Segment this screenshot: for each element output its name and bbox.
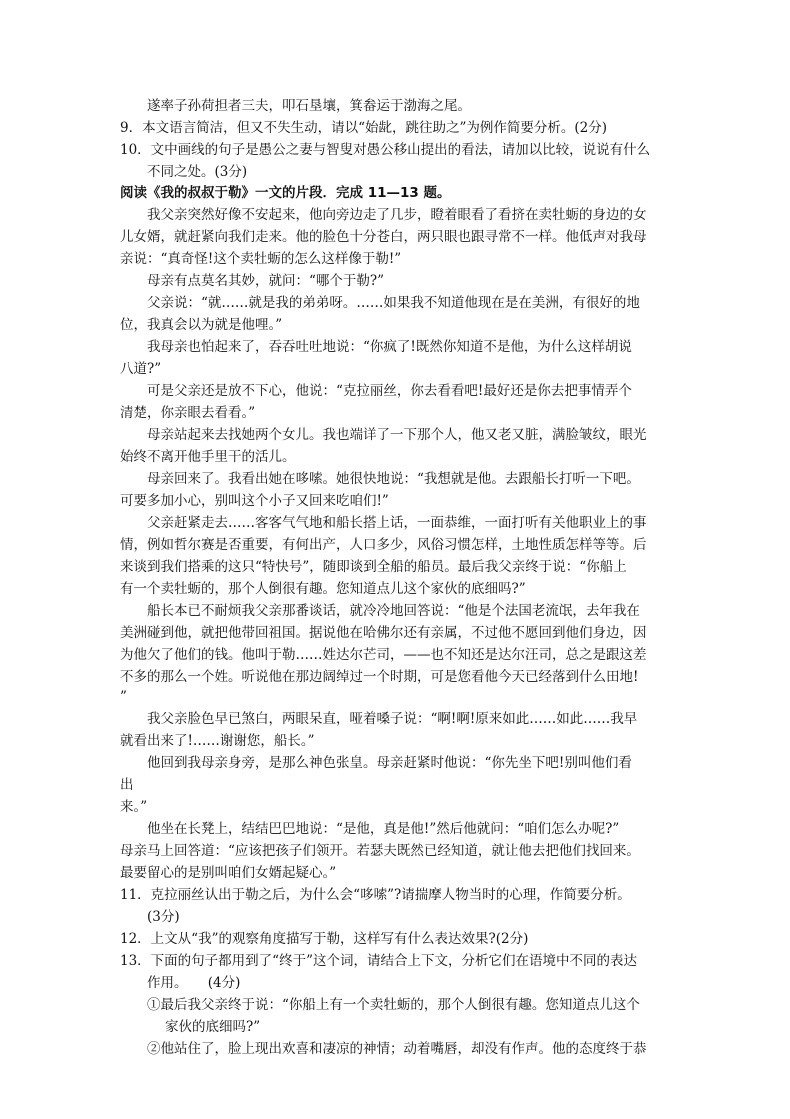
text-line: 来。” bbox=[120, 799, 148, 815]
text-line: 遂率子孙荷担者三夫，叩石垦壤，箕畚运于渤海之尾。 bbox=[147, 98, 471, 114]
text-line: 船长本已不耐烦我父亲那番谈话，就冷冷地回答说：“他是个法国老流氓，去年我在 bbox=[147, 603, 640, 619]
text-line: 作用。 (4分) bbox=[147, 975, 241, 991]
text-line: 出 bbox=[120, 777, 134, 793]
text-line: 父亲赶紧走去……客客气气地和船长搭上话，一面恭维，一面打听有关他职业上的事 bbox=[147, 515, 647, 531]
text-line: 为他欠了他们的钱。他叫于勒……姓达尔芒司，——也不知还是达尔汪司，总之是跟这差 bbox=[120, 647, 647, 663]
text-line: 母亲马上回答道：“应该把孩子们领开。若瑟夫既然已经知道，就让他去把他们找回来。 bbox=[120, 843, 640, 859]
text-line: 家伙的底细吗?” bbox=[165, 1019, 261, 1035]
text-line: 亲说：“真奇怪!这个卖牡蛎的怎么这样像于勒!” bbox=[120, 251, 402, 267]
text-line: 不多的那么一个姓。听说他在那边阔绰过一个时期，可是您看他今天已经落到什么田地! bbox=[120, 669, 639, 685]
text-line: 就看出来了!……谢谢您，船长。” bbox=[120, 733, 315, 749]
text-line: 八道?” bbox=[120, 361, 162, 377]
section-heading: 阅读《我的叔叔于勒》一文的片段．完成 11—13 题。 bbox=[120, 185, 451, 201]
question-11: 11．克拉丽丝认出于勒之后，为什么会“哆嗦”?请揣摩人物当时的心理，作简要分析。 bbox=[120, 887, 631, 903]
text-line: 最要留心的是别叫咱们女婿起疑心。” bbox=[120, 865, 337, 881]
text-line: 母亲站起来去找她两个女儿。我也端详了一下那个人，他又老又脏，满脸皱纹，眼光 bbox=[147, 427, 647, 443]
text-line: 父亲说：“就……就是我的弟弟呀。……如果我不知道他现在是在美洲，有很好的地 bbox=[147, 295, 640, 311]
question-12: 12．上文从“我”的观察角度描写于勒，这样写有什么表达效果?(2分) bbox=[120, 931, 529, 947]
text-line: 来谈到我们搭乘的这只“特快号”，随即谈到全船的船员。最后我父亲终于说：“你船上 bbox=[120, 559, 627, 575]
question-11-points: (3分) bbox=[147, 909, 180, 925]
text-line: 他坐在长凳上，结结巴巴地说：“是他，真是他!”然后他就问：“咱们怎么办呢?” bbox=[147, 821, 620, 837]
text-line: 不同之处。(3分) bbox=[147, 164, 248, 180]
sentence-2: ②他站住了，脸上现出欢喜和凄凉的神情；动着嘴唇，却没有作声。他的态度终于恭 bbox=[147, 1041, 647, 1057]
text-line: 情，例如哲尔赛是否重要，有何出产，人口多少，风俗习惯怎样，土地性质怎样等等。后 bbox=[120, 537, 647, 553]
text-line: 美洲碰到他，就把他带回祖国。据说他在哈佛尔还有亲属，不过他不愿回到他们身边，因 bbox=[120, 625, 647, 641]
text-line: 清楚，你亲眼去看看。” bbox=[120, 405, 256, 421]
question-9: 9．本文语言简洁，但又不失生动，请以“始龀，跳往助之”为例作简要分析。(2分) bbox=[120, 120, 608, 136]
text-line: ” bbox=[120, 689, 127, 705]
text-line: 始终不离开他手里干的活儿。 bbox=[120, 449, 296, 465]
text-line: 我父亲脸色早已煞白，两眼呆直，哑着嗓子说：“啊!啊!原来如此……如此……我早 bbox=[147, 711, 638, 727]
text-line: 母亲回来了。我看出她在哆嗦。她很快地说：“我想就是他。去跟船长打听一下吧。 bbox=[147, 471, 640, 487]
text-line: 位，我真会以为就是他哩。” bbox=[120, 317, 283, 333]
text-line: 母亲有点莫名其妙，就问：“哪个于勒?” bbox=[147, 273, 385, 289]
question-13: 13．下面的句子都用到了“终于”这个词，请结合上下文，分析它们在语境中不同的表达 bbox=[120, 953, 637, 969]
text-line: 他回到我母亲身旁，是那么神色张皇。母亲赶紧时他说：“你先坐下吧!别叫他们看 bbox=[147, 755, 632, 771]
text-line: 儿女婿，就赶紧向我们走来。他的脸色十分苍白，两只眼也跟寻常不一样。他低声对我母 bbox=[120, 229, 647, 245]
text-line: 可要多加小心，别叫这个小子又回来吃咱们!” bbox=[120, 493, 389, 509]
text-line: 有一个卖牡蛎的，那个人倒很有趣。您知道点儿这个家伙的底细吗?” bbox=[120, 581, 526, 597]
text-line: 我父亲突然好像不安起来，他向旁边走了几步，瞪着眼看了看挤在卖牡蛎的身边的女 bbox=[147, 207, 647, 223]
text-line: 可是父亲还是放不下心，他说：“克拉丽丝，你去看看吧!最好还是你去把事情弄个 bbox=[147, 383, 632, 399]
text-line: 我母亲也怕起来了，吞吞吐吐地说：“你疯了!既然你知道不是他，为什么这样胡说 bbox=[147, 339, 632, 355]
question-10: 10．文中画线的句子是愚公之妻与智叟对愚公移山提出的看法，请加以比较，说说有什么 bbox=[120, 142, 651, 158]
sentence-1: ①最后我父亲终于说：“你船上有一个卖牡蛎的，那个人倒很有趣。您知道点儿这个 bbox=[147, 997, 640, 1013]
